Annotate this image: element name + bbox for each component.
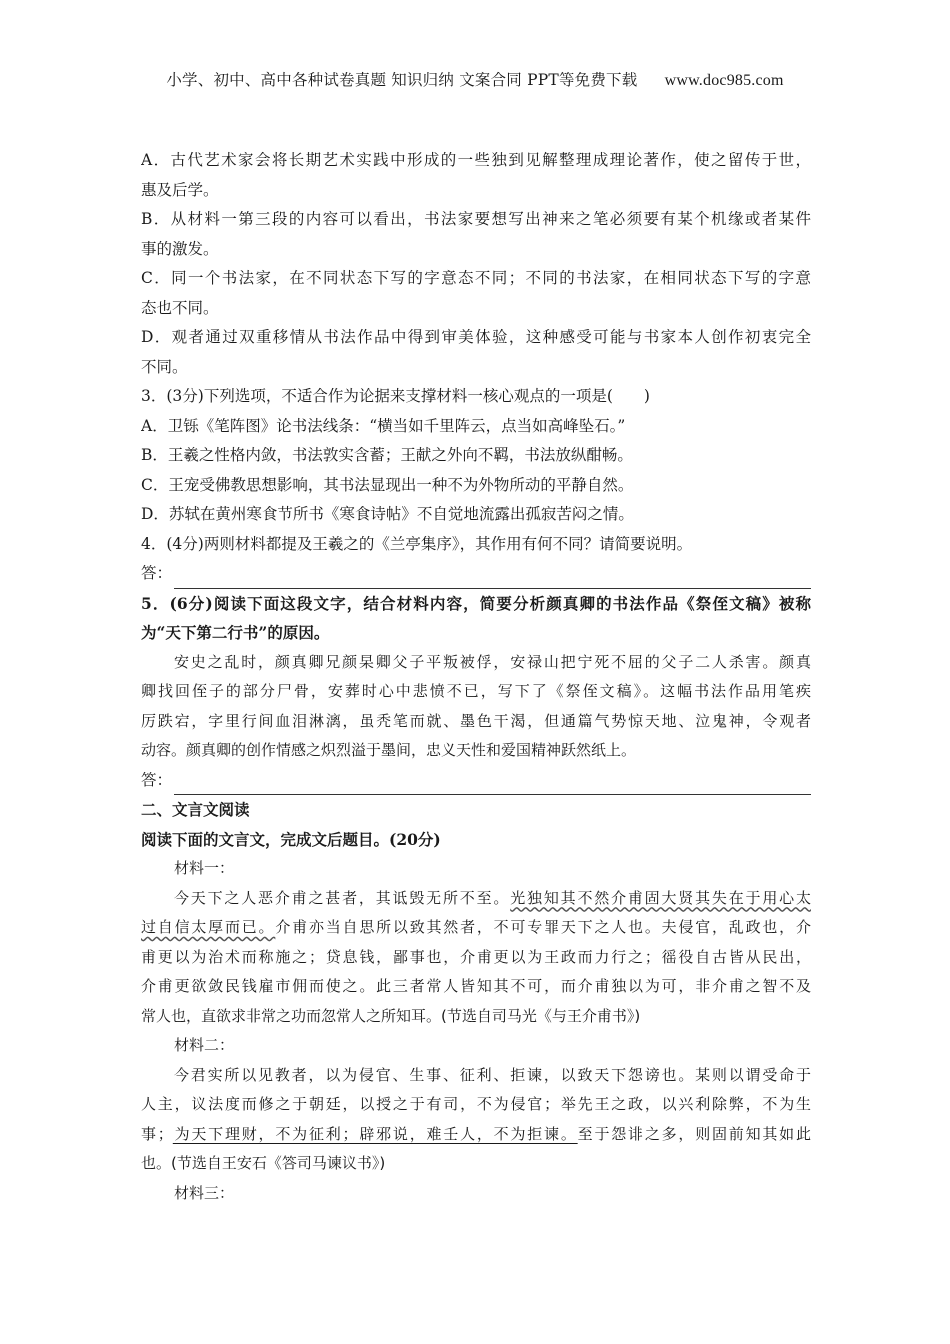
option-a-line1: A．古代艺术家会将长期艺术实践中形成的一些独到见解整理成理论著作，使之留传于世，: [141, 151, 811, 169]
q2-options: [141, 146, 811, 382]
option-d-line2: 不同。: [141, 357, 188, 376]
q5-passage-line4: 动容。颜真卿的创作情感之炽烈溢于墨间，忠义天性和爱国精神跃然纸上。: [141, 741, 637, 759]
material1-line1: [141, 884, 811, 914]
material2-line3-start: 事；: [141, 1124, 173, 1143]
q4-answer-blank[interactable]: [174, 567, 811, 589]
material2-line3-end: 至于怨诽之多，则固前知其如此: [577, 1124, 811, 1143]
wavy-underlined-text: 光独知其不然介甫固大贤其失在于用心太: [510, 888, 811, 907]
q3-option-c: C．王宠受佛教思想影响，其书法显现出一种不为外物所动的平静自然。: [141, 475, 634, 494]
q5-answer-blank[interactable]: [174, 773, 811, 795]
question-4: [141, 530, 811, 589]
material2-line2: 人主，议法度而修之于朝廷，以授之于有司，不为侵官；举先王之政，以兴利除弊，不为生: [141, 1095, 811, 1113]
material1-line5: 常人也，直欲求非常之功而忽常人之所知耳。(节选自司马光《与王介甫书》): [141, 1006, 641, 1025]
q3-stem: 3．(3分)下列选项，不适合作为论据来支撑材料一核心观点的一项是( ): [141, 387, 650, 405]
header-text: 小学、初中、高中各种试卷真题 知识归纳 文案合同 PPT等免费下载: [166, 71, 638, 89]
q4-stem: 4．(4分)两则材料都提及王羲之的《兰亭集序》，其作用有何不同？请简要说明。: [141, 534, 693, 553]
underlined-sentence: 为天下理财，不为征利；辟邪说，难壬人，不为拒谏。: [172, 1124, 578, 1143]
option-c-line1: C．同一个书法家，在不同状态下写的字意态不同；不同的书法家，在相同状态下写的字意: [141, 269, 811, 287]
option-d-line1: D．观者通过双重移情从书法作品中得到审美体验，这种感受可能与书家本人创作初衷完全: [141, 328, 811, 346]
material3-label: 材料三：: [174, 1183, 235, 1202]
section-title: 二、文言文阅读: [141, 800, 250, 819]
material1-line1-text: 今天下之人恶介甫之甚者，其诋毁无所不至。: [174, 888, 511, 907]
material1-line2-text: 介甫亦当自思所以致其然者，不可专罪天下之人也。夫侵官，乱政也，介: [275, 918, 811, 936]
option-b-line2: 事的激发。: [141, 239, 219, 258]
section-classical-chinese: [141, 795, 811, 1208]
material1-line2: [141, 913, 811, 943]
q3-option-d: D．苏轼在黄州寒食节所书《寒食诗帖》不自觉地流露出孤寂苦闷之情。: [141, 505, 634, 523]
header-url[interactable]: www.doc985.com: [664, 72, 784, 89]
page-header: [0, 68, 950, 90]
q5-stem-line2: 为“天下第二行书”的原因。: [141, 623, 330, 642]
material2-line3: [141, 1120, 811, 1150]
material1-line4: 介甫更欲敛民钱雇市佣而使之。此三者常人皆知其不可，而介甫独以为可，非介甫之智不及: [141, 977, 811, 995]
section-instruction: 阅读下面的文言文，完成文后题目。(20分): [141, 829, 441, 849]
q5-passage-line1: 安史之乱时，颜真卿兄颜杲卿父子平叛被俘，安禄山把宁死不屈的父子二人杀害。颜真: [174, 652, 811, 671]
wavy-underlined-text-cont: 过自信太厚而已。: [141, 918, 276, 936]
q3-option-b: B．王羲之性格内敛，书法敦实含蓄；王献之外向不羁，书法放纵酣畅。: [141, 446, 633, 464]
question-5: [141, 589, 811, 796]
q5-passage-line3: 厉跌宕，字里行间血泪淋漓，虽秃笔而就、墨色干渴，但通篇气势惊天地、泣鬼神，令观者: [141, 711, 811, 730]
q5-answer-line[interactable]: [141, 766, 811, 796]
q5-stem-line1: 5．(6分)阅读下面这段文字，结合材料内容，简要分析颜真卿的书法作品《祭侄文稿》被称: [141, 593, 811, 613]
material2-label: 材料二：: [174, 1036, 235, 1054]
q4-answer-label: 答：: [141, 564, 173, 582]
q4-answer-line[interactable]: [141, 559, 811, 589]
question-3: [141, 382, 811, 530]
option-a-line2: 惠及后学。: [141, 180, 219, 199]
material2-line1: 今君实所以见教者，以为侵官、生事、征利、拒谏，以致天下怨谤也。某则以谓受命于: [174, 1065, 811, 1084]
q3-option-a: A．卫铄《笔阵图》论书法线条：“横当如千里阵云，点当如高峰坠石。”: [141, 416, 626, 435]
option-b-line1: B．从材料一第三段的内容可以看出，书法家要想写出神来之笔必须要有某个机缘或者某件: [141, 210, 811, 228]
q5-answer-label: 答：: [141, 770, 173, 789]
option-c-line2: 态也不同。: [141, 298, 219, 317]
q5-passage-line2: 卿找回侄子的部分尸骨，安葬时心中悲愤不已，写下了《祭侄文稿》。这幅书法作品用笔疾: [141, 682, 811, 700]
document-body: [141, 146, 811, 1208]
material1-line3: 甫更以为治术而称施之；贷息钱，鄙事也，介甫更以为王政而力行之；徭役自古皆从民出，: [141, 947, 811, 966]
material2-line4: 也。(节选自王安石《答司马谏议书》): [141, 1154, 386, 1172]
material1-label: 材料一：: [174, 859, 235, 877]
